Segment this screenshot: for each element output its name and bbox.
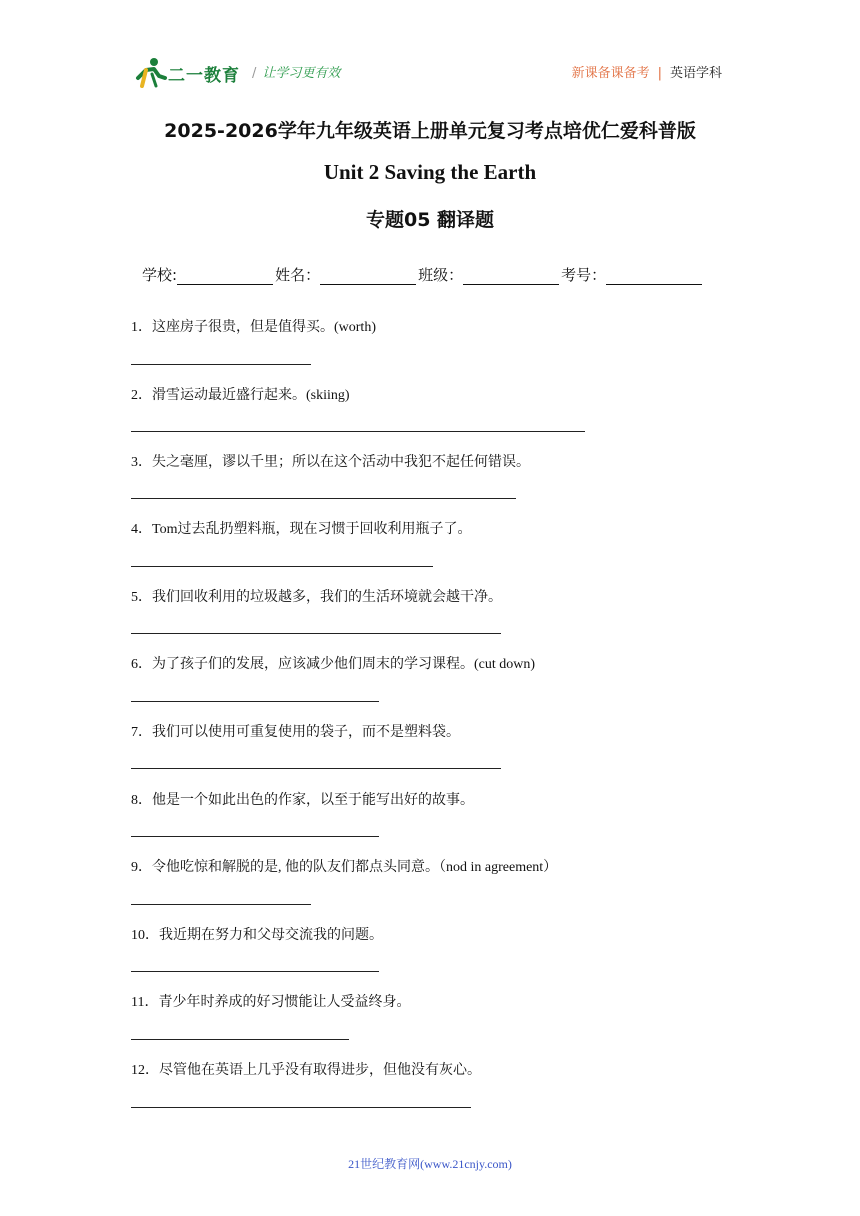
class-blank[interactable] — [463, 268, 559, 285]
question-10: 10．我近期在努力和父母交流我的问题。 — [131, 928, 383, 943]
header-divider: | — [657, 66, 662, 81]
question-8: 8．他是一个如此出色的作家，以至于能写出好的故事。 — [131, 793, 474, 808]
header-course-label: 新课备课备考 — [571, 66, 650, 81]
question-3: 3．失之毫厘，谬以千里；所以在这个活动中我犯不起任何错误。 — [131, 455, 530, 470]
header-right — [572, 62, 722, 81]
page-title: 2025-2026学年九年级英语上册单元复习考点培优仁爱科普版 — [164, 120, 696, 142]
answer-line-2[interactable] — [131, 431, 585, 432]
header-subject: 英语学科 — [669, 66, 722, 81]
answer-line-3[interactable] — [131, 498, 516, 499]
unit-title: Unit 2 Saving the Earth — [323, 160, 537, 184]
name-blank[interactable] — [320, 268, 416, 285]
answer-line-8[interactable] — [131, 836, 379, 837]
page-header — [0, 0, 860, 100]
question-12: 12．尽管他在英语上几乎没有取得进步，但他没有灰心。 — [131, 1063, 481, 1078]
question-7: 7．我们可以使用可重复使用的袋子，而不是塑料袋。 — [131, 725, 460, 740]
answer-line-1[interactable] — [131, 364, 311, 365]
question-9: 9．令他吃惊和解脱的是, 他的队友们都点头同意。（nod in agreement） — [131, 860, 558, 875]
answer-line-7[interactable] — [131, 768, 501, 769]
topic-title: 专题05 翻译题 — [365, 209, 495, 231]
divider-slash: / — [252, 66, 257, 81]
answer-line-4[interactable] — [131, 566, 433, 567]
answer-line-11[interactable] — [131, 1039, 349, 1040]
slogan — [252, 62, 340, 81]
school-blank[interactable] — [177, 268, 273, 285]
answer-line-6[interactable] — [131, 701, 379, 702]
name-label: 姓名： — [275, 266, 321, 284]
answer-line-10[interactable] — [131, 971, 379, 972]
student-info-line — [142, 264, 704, 285]
exam-number-label: 考号： — [561, 266, 607, 284]
logo — [132, 56, 244, 90]
question-11: 11．青少年时养成的好习惯能让人受益终身。 — [131, 995, 411, 1010]
question-1: 1．这座房子很贵，但是值得买。(worth) — [131, 320, 376, 335]
question-6: 6．为了孩子们的发展，应该减少他们周末的学习课程。(cut down) — [131, 657, 536, 672]
answer-line-9[interactable] — [131, 904, 311, 905]
class-label: 班级： — [418, 266, 464, 284]
footer-link[interactable]: 21世纪教育网(www.21cnjy.com) — [348, 1157, 512, 1171]
logo-text: 二一教育 — [168, 66, 240, 86]
question-4: 4．Tom过去乱扔塑料瓶，现在习惯于回收利用瓶子了。 — [131, 522, 472, 537]
runner-logo-icon — [132, 56, 168, 90]
question-5: 5．我们回收利用的垃圾越多，我们的生活环境就会越干净。 — [131, 590, 502, 605]
question-2: 2．滑雪运动最近盛行起来。(skiing) — [131, 388, 350, 403]
answer-line-5[interactable] — [131, 633, 501, 634]
slogan-text: 让学习更有效 — [262, 66, 341, 81]
exam-number-blank[interactable] — [606, 268, 702, 285]
answer-line-12[interactable] — [131, 1107, 471, 1108]
school-label: 学校: — [142, 266, 178, 284]
